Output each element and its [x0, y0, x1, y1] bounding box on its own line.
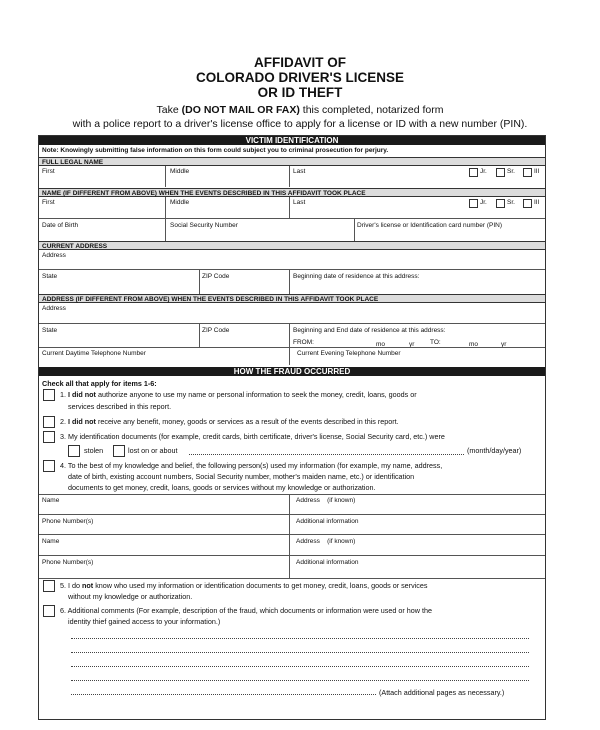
current-address-section: CURRENT ADDRESS: [39, 241, 545, 250]
sr-label: Sr.: [507, 168, 515, 175]
address-label: Address: [42, 252, 66, 259]
month-day-year-label: (month/day/year): [467, 446, 522, 455]
item-6-checkbox[interactable]: [43, 605, 55, 617]
attach-pages-label: (Attach additional pages as necessary.): [379, 688, 505, 697]
intro-rest: this completed, notarized form: [302, 104, 444, 116]
item-5-checkbox[interactable]: [43, 580, 55, 592]
comments-line-3[interactable]: [71, 666, 529, 667]
item-4-text-2: date of birth, existing account numbers, Social Security number, mother's maiden name, etc.) or identification: [68, 472, 415, 481]
person-1-additional-label: Additional information: [296, 518, 359, 525]
comments-line-4[interactable]: [71, 680, 529, 681]
jr-checkbox[interactable]: [469, 168, 478, 177]
intro-line-1: [0, 103, 600, 117]
victim-identification-header: VICTIM IDENTIFICATION: [39, 136, 545, 145]
item-2-text: 2. I did not receive any benefit, money, goods or services as a result of the events described in this report.: [60, 417, 399, 426]
name-different-section: NAME (IF DIFFERENT FROM ABOVE) WHEN THE EVENTS DESCRIBED IN THIS AFFIDAVIT TOOK PLACE: [39, 188, 545, 197]
zip-2-label: ZIP Code: [202, 327, 230, 334]
iii-2-label: III: [534, 199, 540, 206]
lost-checkbox[interactable]: [113, 445, 125, 457]
perjury-warning: Note: Knowingly submitting false information on this form could subject you to criminal prosecution for perjury.: [42, 147, 389, 154]
to-label: TO:: [430, 339, 441, 346]
item-1-checkbox[interactable]: [43, 389, 55, 401]
title-line-3: OR ID THEFT: [257, 85, 343, 100]
ssn-label: Social Security Number: [170, 222, 238, 229]
item-6-text: 6. Additional comments (For example, description of the fraud, which documents or information were used or how the: [60, 606, 432, 615]
sr-2-checkbox[interactable]: [496, 199, 505, 208]
from-label: FROM:: [293, 339, 314, 346]
jr-2-checkbox[interactable]: [469, 199, 478, 208]
item-6-text-2: identity thief gained access to your information.): [68, 617, 221, 626]
evening-phone-label: Current Evening Telephone Number: [297, 350, 401, 357]
lost-date-line[interactable]: [189, 454, 464, 455]
last-name-2-label: Last: [293, 199, 306, 206]
intro-take: Take: [156, 104, 179, 116]
title-line-2: COLORADO DRIVER'S LICENSE: [196, 70, 404, 85]
to-year-label: yr: [501, 341, 507, 348]
day-phone-label: Current Daytime Telephone Number: [42, 350, 146, 357]
middle-name-2-label: Middle: [170, 199, 190, 206]
first-name-2-label: First: [42, 199, 55, 206]
item-5-text-2: without my knowledge or authorization.: [68, 592, 193, 601]
person-2-phone-label: Phone Number(s): [42, 559, 94, 566]
item-1-text: 1. I did not authorize anyone to use my name or personal information to seek the money, credit, loans, goods or: [60, 390, 417, 399]
person-2-name-label: Name: [42, 538, 60, 545]
intro-do-not-mail: (DO NOT MAIL OR FAX): [181, 104, 300, 116]
state-2-label: State: [42, 327, 58, 334]
item-3-checkbox[interactable]: [43, 431, 55, 443]
jr-2-label: Jr.: [480, 199, 487, 206]
middle-name-label: Middle: [170, 168, 190, 175]
person-2-additional-label: Additional information: [296, 559, 359, 566]
beginning-end-residence-label: Beginning and End date of residence at this address:: [293, 327, 446, 334]
person-1-name-label: Name: [42, 497, 60, 504]
beginning-residence-label: Beginning date of residence at this address:: [293, 273, 420, 280]
state-label: State: [42, 273, 58, 280]
title-line-1: AFFIDAVIT OF: [254, 55, 346, 70]
item-4-text-3: documents to get money, credit, loans, goods or services without my knowledge or authorization.: [68, 483, 376, 492]
item-4-text: 4. To the best of my knowledge and belief, the following person(s) used my information (for example, my name, address,: [60, 461, 443, 470]
iii-2-checkbox[interactable]: [523, 199, 532, 208]
person-1-phone-label: Phone Number(s): [42, 518, 94, 525]
comments-line-5[interactable]: [71, 694, 376, 695]
check-all-label: Check all that apply for items 1-6:: [42, 379, 157, 388]
iii-label: III: [534, 168, 540, 175]
stolen-checkbox[interactable]: [68, 445, 80, 457]
intro-line-2: with a police report to a driver's license office to apply for a license or ID with a new number (PIN).: [72, 118, 528, 130]
sr-2-label: Sr.: [507, 199, 515, 206]
item-4-checkbox[interactable]: [43, 460, 55, 472]
item-1-text-2: services described in this report.: [68, 402, 172, 411]
dl-number-label: Driver's license or Identification card number (PIN): [357, 222, 503, 229]
stolen-label: stolen: [84, 446, 104, 455]
first-name-label: First: [42, 168, 55, 175]
comments-line-1[interactable]: [71, 638, 529, 639]
item-5-text: 5. I do not know who used my information or identification documents to get money, credit, loans, goods or services: [60, 581, 428, 590]
address-2-label: Address: [42, 305, 66, 312]
last-name-label: Last: [293, 168, 306, 175]
person-1-address-label: Address (if known): [296, 497, 356, 504]
from-month-label: mo: [376, 341, 386, 348]
address-different-section: ADDRESS (IF DIFFERENT FROM ABOVE) WHEN THE EVENTS DESCRIBED IN THIS AFFIDAVIT TOOK PLACE: [39, 294, 545, 303]
iii-checkbox[interactable]: [523, 168, 532, 177]
sr-checkbox[interactable]: [496, 168, 505, 177]
date-of-birth-label: Date of Birth: [42, 222, 79, 229]
full-legal-name-section: FULL LEGAL NAME: [39, 157, 545, 166]
from-year-label: yr: [409, 341, 415, 348]
item-2-checkbox[interactable]: [43, 416, 55, 428]
lost-label: lost on or about: [128, 446, 178, 455]
comments-line-2[interactable]: [71, 652, 529, 653]
jr-label: Jr.: [480, 168, 487, 175]
to-month-label: mo: [469, 341, 479, 348]
zip-label: ZIP Code: [202, 273, 230, 280]
affidavit-form: [38, 135, 546, 720]
item-3-text: 3. My identification documents (for example, credit cards, birth certificate, driver's license, Social Security card, etc.) were: [60, 432, 445, 441]
fraud-header: HOW THE FRAUD OCCURRED: [39, 367, 545, 376]
person-2-address-label: Address (if known): [296, 538, 356, 545]
